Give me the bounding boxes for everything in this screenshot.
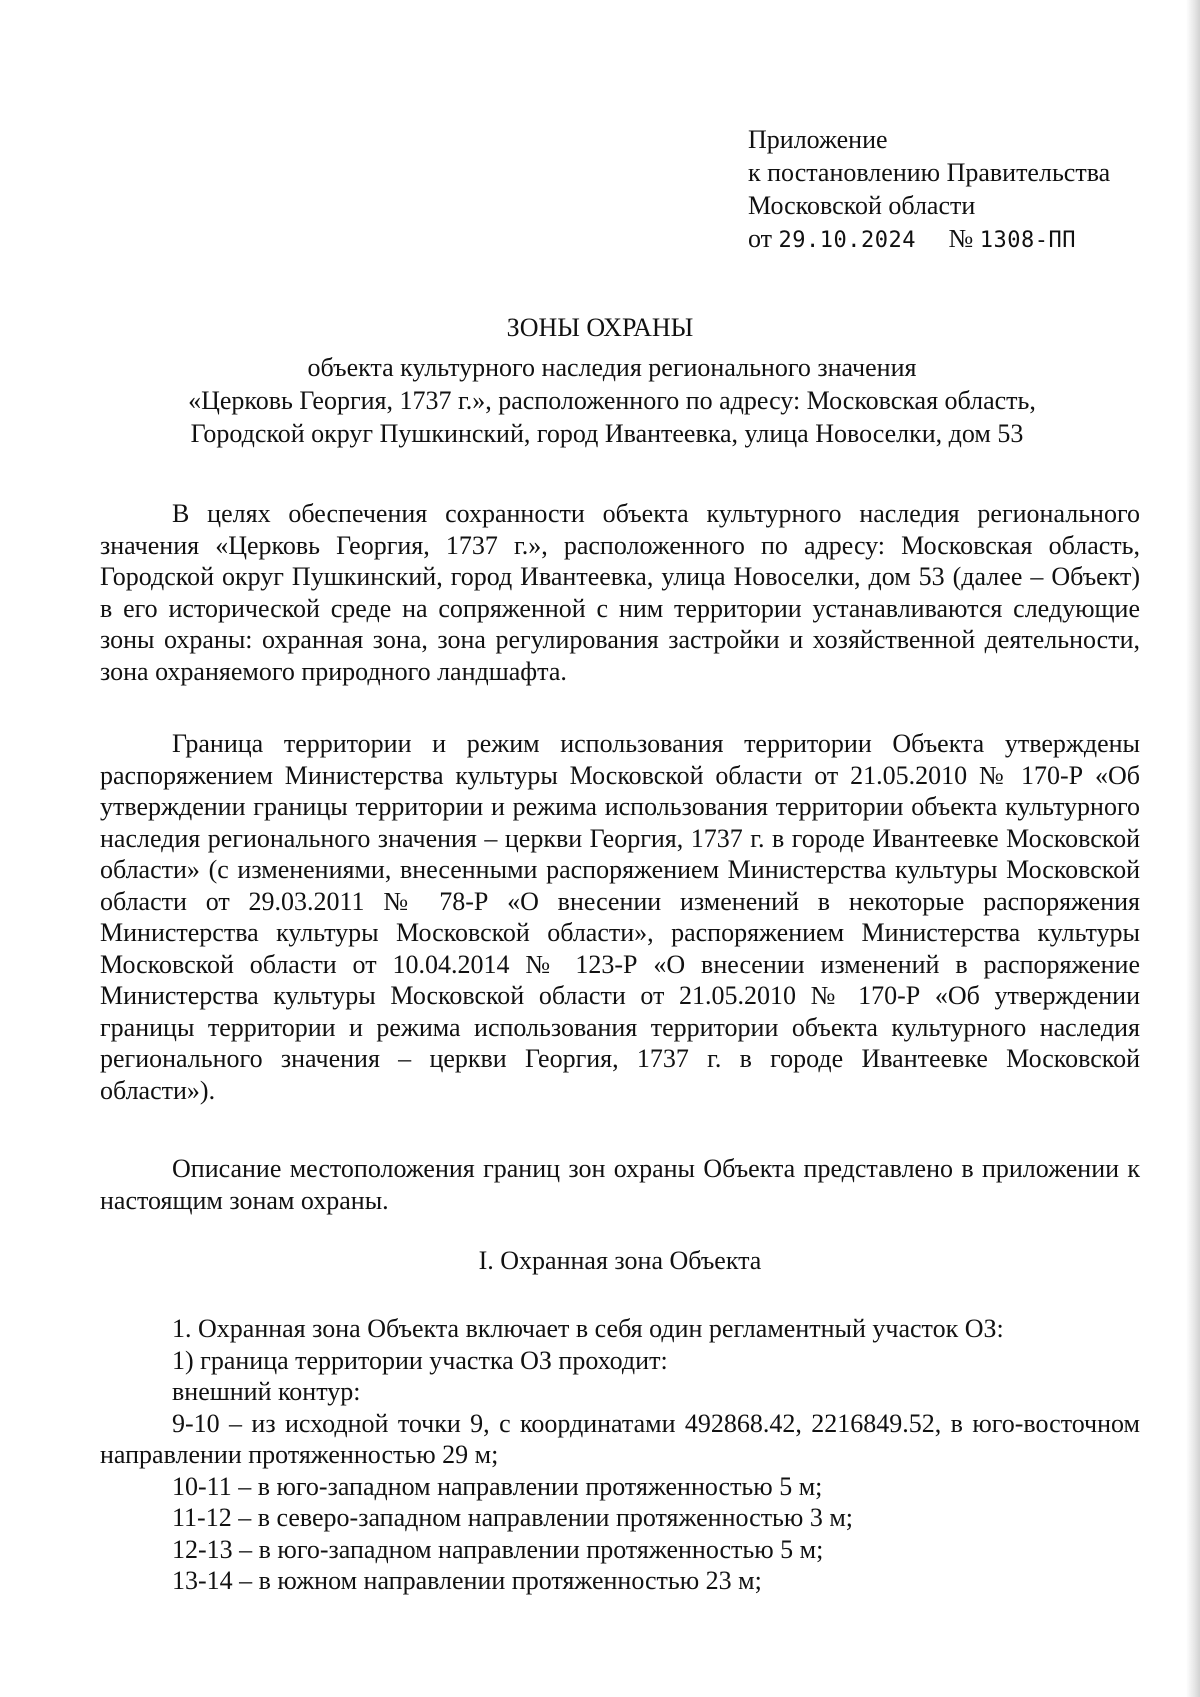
appendix-line-2: к постановлению Правительства (748, 158, 1111, 187)
date-prefix: от (748, 224, 773, 253)
list-item: 9-10 – из исходной точки 9, с координатами 492868.42, 2216849.52, в юго-восточном направлении протяженностью 29 м; (100, 1408, 1140, 1469)
number-sign: № (948, 224, 974, 253)
appendix-line-1: Приложение (748, 125, 888, 154)
appendix-date-line (748, 222, 1110, 257)
appendix-line-3: Московской области (748, 191, 976, 220)
paragraph-boundary-description: Описание местоположения границ зон охраны Объекта представлено в приложении к настоящим зонам охраны. (100, 1154, 1140, 1215)
list-item: 13-14 – в южном направлении протяженностью 23 м; (172, 1566, 762, 1595)
list-item: внешний контур: (172, 1377, 361, 1406)
scan-edge-shadow (1186, 0, 1200, 1697)
appendix-header (748, 123, 1110, 257)
list-item: 1) граница территории участка ОЗ проходит: (172, 1345, 668, 1375)
title-line-4: Городской округ Пушкинский, город Ивантеевка, улица Новоселки, дом 53 (190, 419, 1024, 448)
list-item: 11-12 – в северо-западном направлении протяженностью 3 м; (172, 1503, 854, 1532)
title-line-1: ЗОНЫ ОХРАНЫ (506, 313, 694, 342)
paragraph-purpose: В целях обеспечения сохранности объекта культурного наследия регионального значения «Церковь Георгия, 1737 г.», расположенного по адресу: Московская область, Городской округ Пушкинский, город Ивантеевка, улица Новоселки, дом 53 (далее – Объект) в его исторической среде на сопряженной с ним территории устанавливаются следующие зоны охраны: охранная зона, зона регулирования застройки и хозяйственной деятельности, зона охраняемого природного ландшафта. (100, 499, 1140, 686)
section-heading: I. Охранная зона Объекта (478, 1246, 762, 1275)
list-item: 1. Охранная зона Объекта включает в себя один регламентный участок ОЗ: (172, 1314, 1004, 1343)
list-item: 12-13 – в юго-западном направлении протяженностью 5 м; (172, 1534, 824, 1564)
resolution-number: 1308-ПП (979, 228, 1077, 253)
title-line-2: объекта культурного наследия регионального значения (307, 353, 917, 382)
resolution-date: 29.10.2024 (778, 228, 916, 253)
list-item: 10-11 – в юго-западном направлении протяженностью 5 м; (172, 1471, 823, 1501)
document-title (100, 311, 1100, 450)
title-line-3: «Церковь Георгия, 1737 г.», расположенного по адресу: Московская область, (188, 386, 1036, 415)
paragraph-territory-boundary: Граница территории и режим использования территории Объекта утверждены распоряжением Министерства культуры Московской области от 21.05.2010 № 170-Р «Об утверждении границы территории и режима использования территории объекта культурного наследия регионального значения – церкви Георгия, 1737 г. в городе Ивантеевке Московской области» (с изменениями, внесенными распоряжением Министерства культуры Московской области от 29.03.2011 № 78-Р «О внесении изменений в некоторые распоряжения Министерства культуры Московской области», распоряжением Министерства культуры Московской области от 10.04.2014 № 123-Р «О внесении изменений в распоряжение Министерства культуры Московской области от 21.05.2010 № 170-Р «Об утверждении границы территории и режима использования территории объекта культурного наследия регионального значения – церкви Георгия, 1737 г. в городе Ивантеевке Московской области»). (100, 729, 1140, 1105)
boundary-list (100, 1313, 1140, 1597)
